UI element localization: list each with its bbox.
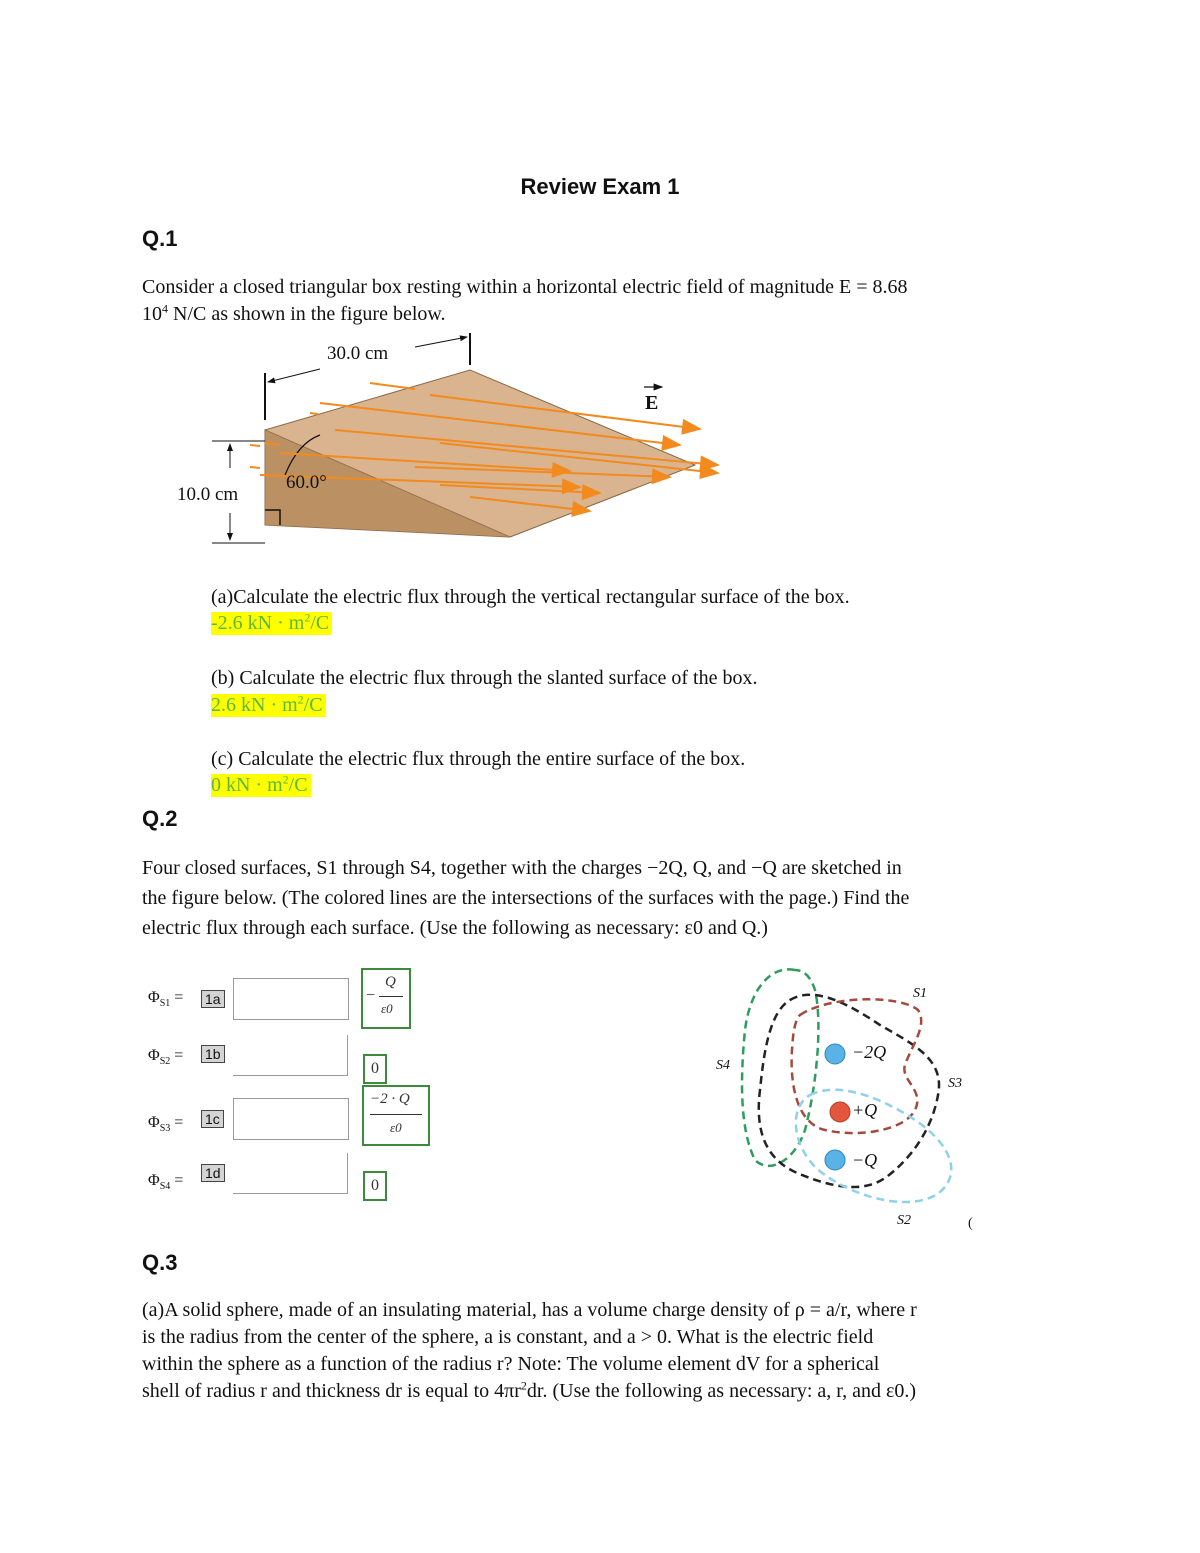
q1c-answer: 0 kN · $m^2/C$ [211,774,311,797]
surface-label-s4: S4 [716,1058,730,1073]
field-arrow [310,413,318,414]
page-title: Review Exam 1 [520,174,680,199]
phi-s1-input[interactable] [233,978,349,1020]
q2-text-line3: electric flux through each surface. (Use the following as necessary: ε0 and Q.) [142,917,768,939]
phi-s3-input[interactable] [233,1098,349,1140]
q3-text-line4: shell of radius r and thickness dr is equal to $4\pi r^2dr$. (Use the following as necessary: a, r, and ε0.) [142,1378,917,1402]
q1a-answer: -2.6 kN · $m^2/C$ [211,612,332,635]
q3-text [142,1297,1062,1405]
tag-1d: 1d [201,1164,225,1182]
phi-s4-label: $\Phi_{S4}$ = [148,1172,184,1193]
q1-text-line2: $10^4$ N/C as shown in the figure below. [142,301,446,325]
q3-heading: Q.3 [142,1250,178,1275]
surface-label-s2: S2 [897,1213,911,1228]
stray-mark: ( [968,1216,973,1231]
q3-text-line2: is the radius from the center of the sphere, a is constant, and a > 0. What is the electric field [142,1326,874,1348]
q2-text [142,853,1062,943]
triangular-box-figure [170,325,740,555]
surface-label-s3: S3 [948,1076,962,1091]
phi-s2-label: $\Phi_{S2}$ = [148,1047,184,1068]
phi-s1-answer-sign: − [366,987,376,1004]
q3-text-line1: (a)A solid sphere, made of an insulating material, has a volume charge density of ρ = a/r, where r [142,1299,917,1321]
phi-s1-label: $\Phi_{S1}$ = [148,989,184,1010]
surface-label-s1: S1 [913,986,927,1001]
charge-minus-2q [825,1044,845,1064]
phi-s2-input[interactable] [233,1035,348,1076]
field-arrow [250,467,260,468]
phi-s3-answer [362,1085,430,1146]
q2-text-line2: the figure below. (The colored lines are the intersections of the surfaces with the page.) Find the [142,887,910,909]
q1a-question: (a)Calculate the electric flux through the vertical rectangular surface of the box. [211,586,850,608]
phi-s1-answer-den: ε0 [381,1001,393,1016]
q1b-question: (b) Calculate the electric flux through the slanted surface of the box. [211,667,758,689]
q1-text [142,274,1062,328]
q1c-question: (c) Calculate the electric flux through the entire surface of the box. [211,748,746,770]
q3-text-line3: within the sphere as a function of the radius r? Note: The volume element dV for a spherical [142,1353,880,1375]
field-arrow [250,445,260,446]
q2-text-line1: Four closed surfaces, S1 through S4, together with the charges −2Q, Q, and −Q are sketched in [142,857,902,879]
phi-s1-answer-num: Q [385,974,396,990]
q1-heading: Q.1 [142,226,178,251]
field-arrow [370,383,415,389]
phi-s3-label: $\Phi_{S3}$ = [148,1114,184,1135]
tag-1c: 1c [201,1110,224,1128]
q1b-answer: 2.6 kN · $m^2/C$ [211,694,326,717]
q1-text-line1: Consider a closed triangular box resting within a horizontal electric field of magnitude E = 8.68 [142,276,908,298]
field-label: E [645,392,659,414]
surface-s4 [742,969,818,1166]
phi-s3-answer-den: ε0 [390,1120,402,1135]
phi-s4-input[interactable] [233,1153,348,1194]
tag-1a: 1a [201,990,225,1008]
gauss-surfaces-figure [700,960,990,1240]
phi-s2-answer: 0 [363,1054,387,1084]
phi-s3-answer-num: −2 · Q [370,1091,410,1107]
charge-label-plus-q: +Q [852,1100,878,1120]
phi-s4-answer: 0 [363,1171,387,1201]
q2-heading: Q.2 [142,806,178,831]
width-label: 30.0 cm [327,343,389,364]
charge-minus-q [825,1150,845,1170]
width-arrow-left [268,369,320,382]
tag-1b: 1b [201,1045,225,1063]
height-label: 10.0 cm [177,484,239,505]
width-arrow-right [415,337,467,347]
charge-label-minus-q: −Q [852,1150,878,1170]
angle-label: 60.0° [286,472,327,493]
charge-plus-q [830,1102,850,1122]
phi-s1-answer [361,968,411,1029]
charge-label-minus-2q: −2Q [852,1042,887,1062]
